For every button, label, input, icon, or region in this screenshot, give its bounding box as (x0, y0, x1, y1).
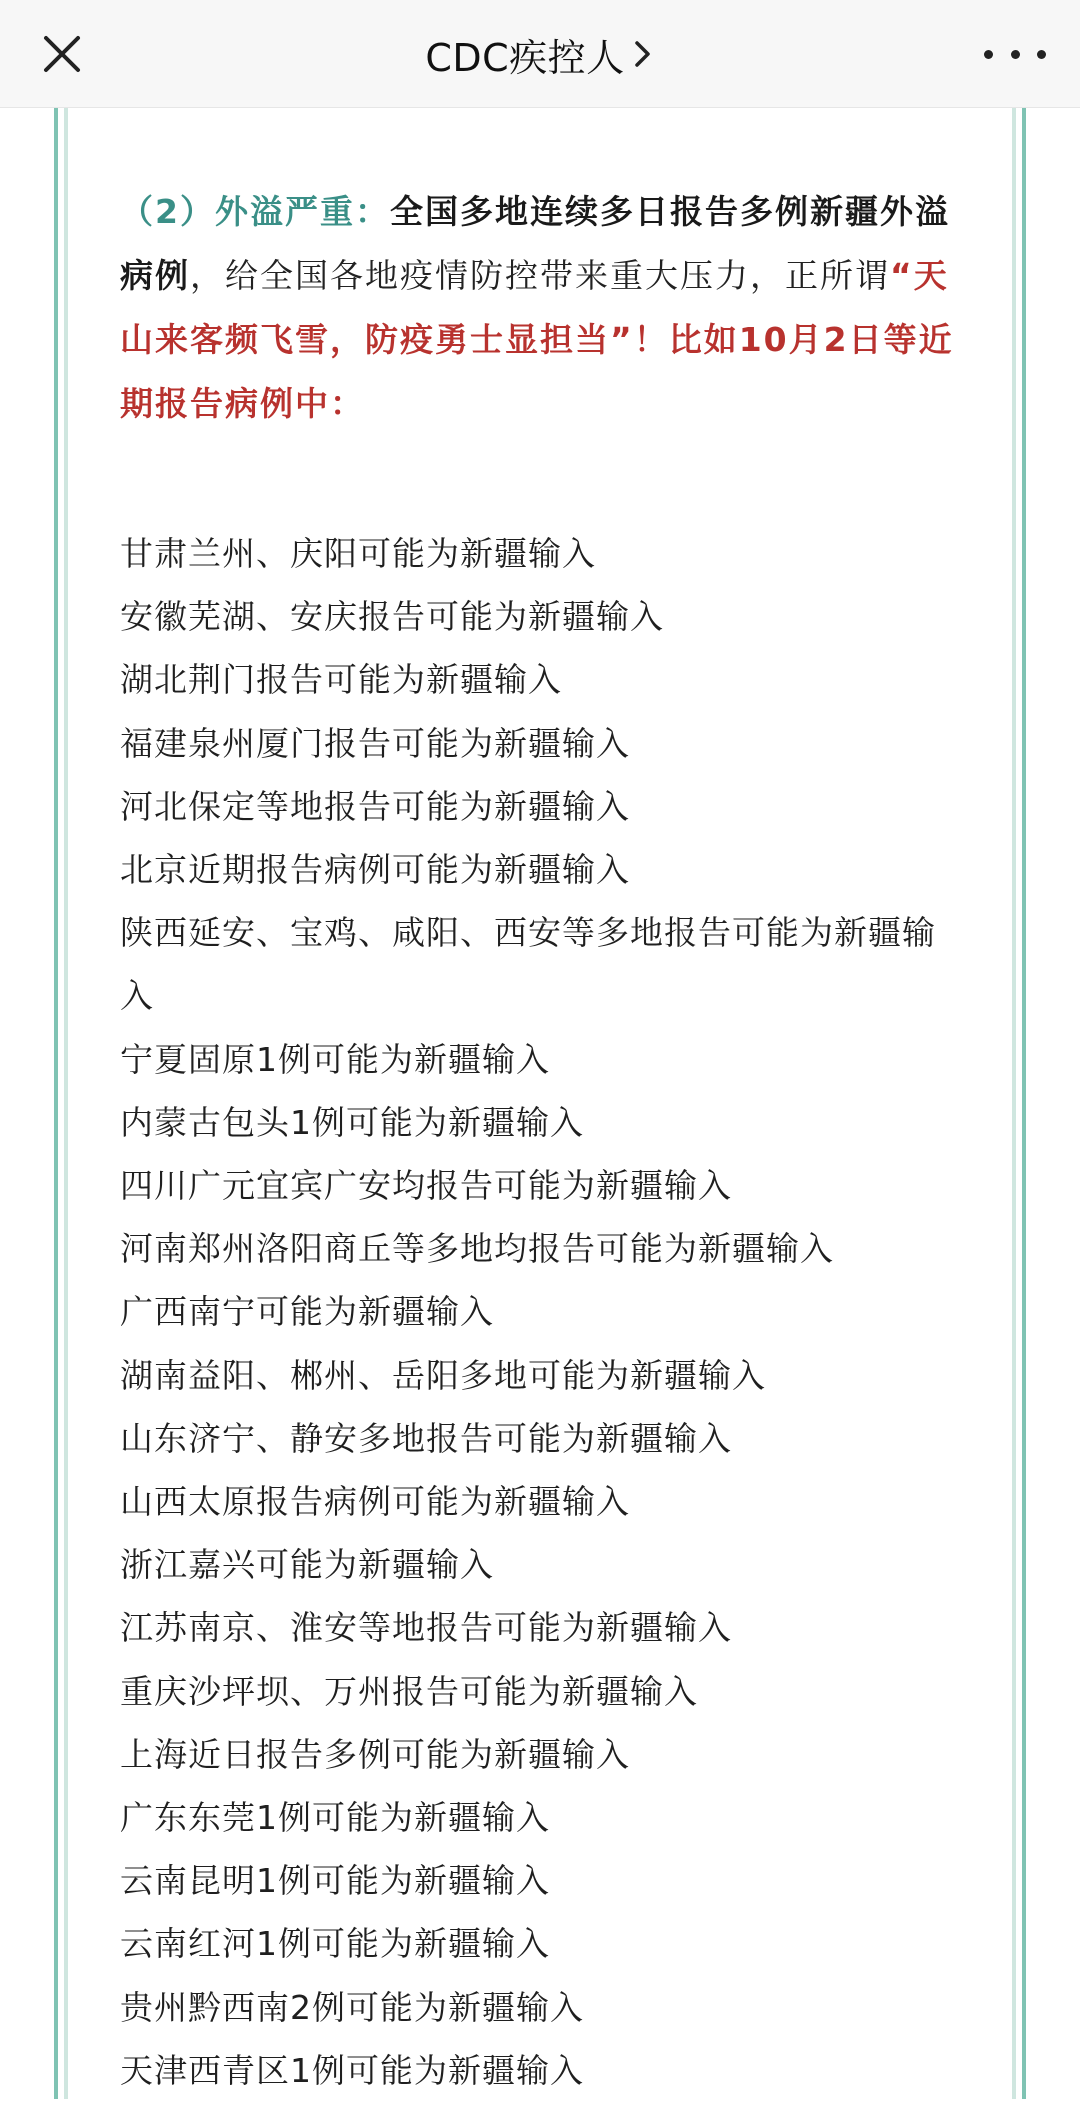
list-item: 福建泉州厦门报告可能为新疆输入 (120, 723, 630, 763)
list-item: 河南郑州洛阳商丘等多地均报告可能为新疆输入 (120, 1229, 834, 1269)
list-item: 宁夏固原1例可能为新疆输入 (120, 1039, 550, 1079)
list-item: 甘肃兰州、庆阳可能为新疆输入 (120, 534, 596, 573)
intro-red-quote: “天山来客频飞雪，防疫勇士显担当”！比如10月2日等近期报告病例中： (120, 256, 954, 423)
list-item: 四川广元宜宾广安均报告可能为新疆输入 (120, 1166, 732, 1206)
list-item: 上海近日报告多例可能为新疆输入 (120, 1734, 630, 1774)
more-button[interactable] (984, 40, 1046, 68)
account-title: CDC疾控人 (425, 35, 625, 80)
intro-bold-text: 全国多地连续多日报告多例新疆外溢病例 (120, 192, 950, 295)
list-item: 云南红河1例可能为新疆输入 (120, 1924, 550, 1964)
list-item: 山东济宁、静安多地报告可能为新疆输入 (120, 1418, 732, 1458)
section-heading: （2）外溢严重： (120, 192, 390, 231)
more-dot-icon (1011, 50, 1020, 59)
case-list (120, 522, 960, 2102)
article-content (120, 180, 960, 2102)
more-dot-icon (1037, 50, 1046, 59)
close-button[interactable] (36, 28, 88, 80)
intro-paragraph (120, 180, 960, 436)
list-item: 贵州黔西南2例可能为新疆输入 (120, 1987, 584, 2027)
list-item: 广西南宁可能为新疆输入 (120, 1292, 494, 1332)
list-item: 天津西青区1例可能为新疆输入 (120, 2050, 584, 2090)
chevron-right-icon (631, 37, 655, 71)
left-decorative-border (50, 108, 76, 2099)
account-title-button[interactable] (425, 27, 654, 82)
close-icon (36, 28, 88, 80)
list-item: 安徽芜湖、安庆报告可能为新疆输入 (120, 597, 664, 637)
right-decorative-border (1004, 108, 1030, 2099)
list-item: 重庆沙坪坝、万州报告可能为新疆输入 (120, 1671, 698, 1711)
list-item: 湖北荆门报告可能为新疆输入 (120, 660, 562, 700)
list-item: 河北保定等地报告可能为新疆输入 (120, 786, 630, 826)
list-item: 湖南益阳、郴州、岳阳多地可能为新疆输入 (120, 1355, 766, 1395)
list-item: 江苏南京、淮安等地报告可能为新疆输入 (120, 1608, 732, 1648)
list-item: 山西太原报告病例可能为新疆输入 (120, 1482, 630, 1522)
list-item: 云南昆明1例可能为新疆输入 (120, 1861, 550, 1901)
list-item: 陕西延安、宝鸡、咸阳、西安等多地报告可能为新疆输入 (120, 913, 936, 1016)
list-item: 浙江嘉兴可能为新疆输入 (120, 1545, 494, 1585)
list-item: 内蒙古包头1例可能为新疆输入 (120, 1102, 584, 1142)
list-item: 广东东莞1例可能为新疆输入 (120, 1798, 550, 1838)
list-item: 北京近期报告病例可能为新疆输入 (120, 850, 630, 890)
intro-normal-text: ，给全国各地疫情防控带来重大压力，正所谓 (190, 256, 890, 295)
more-dot-icon (984, 50, 993, 59)
top-nav-bar (0, 0, 1080, 108)
